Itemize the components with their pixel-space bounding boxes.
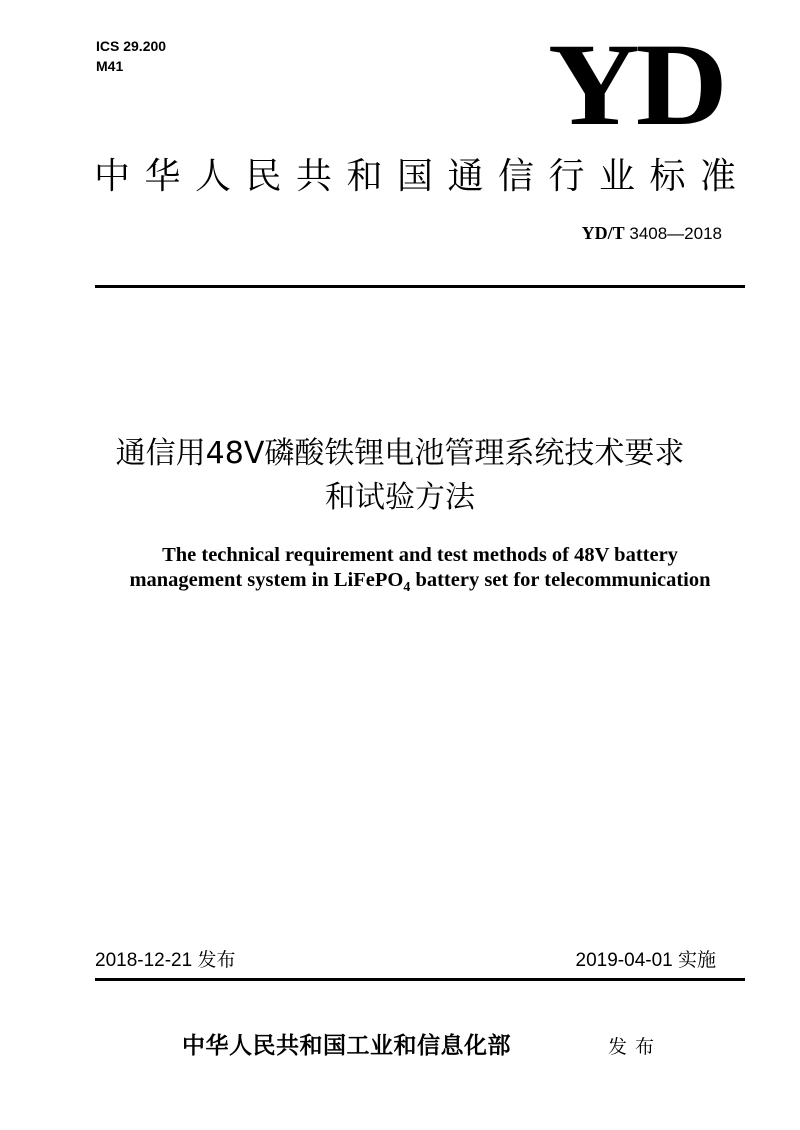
bottom-divider	[95, 978, 745, 981]
title-en-line2	[0, 566, 800, 602]
title-en-line2-part1: management system in LiFePO	[129, 569, 404, 591]
title-en-subscript: 4	[403, 580, 411, 596]
standard-prefix: YD/T	[581, 223, 625, 243]
yd-logo: YD	[548, 19, 724, 150]
ics-code: ICS 29.200	[96, 38, 167, 54]
title-cn-line2: 和试验方法	[325, 480, 475, 515]
issue-date: 2018-12-21 发布	[95, 950, 236, 971]
ccs-code: M41	[96, 58, 124, 74]
title-cn-line1: 通信用48V磷酸铁锂电池管理系统技术要求	[115, 436, 685, 471]
issuing-authority: 中华人民共和国工业和信息化部	[182, 1033, 511, 1059]
classification-codes	[96, 36, 166, 76]
standard-code: 3408—2018	[629, 224, 722, 243]
publish-label: 发布	[608, 1036, 663, 1058]
standard-category: 中华人民共和国通信行业标准	[94, 156, 751, 197]
title-en-line1: The technical requirement and test methods of 48V battery	[162, 544, 678, 566]
standard-number	[582, 222, 722, 245]
implementation-date: 2019-04-01 实施	[575, 950, 716, 971]
title-en-line2-part2: battery set for telecommunication	[410, 569, 711, 591]
top-divider	[95, 285, 745, 288]
